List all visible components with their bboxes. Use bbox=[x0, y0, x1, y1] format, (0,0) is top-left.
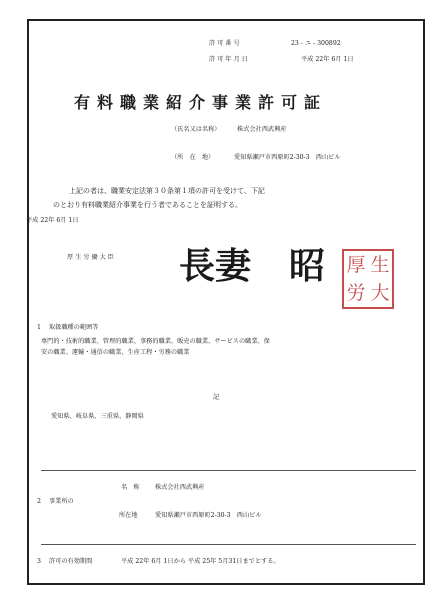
seal-char: 大 bbox=[370, 282, 390, 304]
signature-surname: 長妻 bbox=[179, 245, 252, 287]
permit-document bbox=[27, 19, 425, 585]
section-1-number: 1 bbox=[37, 324, 41, 331]
official-seal bbox=[342, 249, 394, 309]
document-title: 有料職業紹介事業許可証 bbox=[74, 93, 328, 112]
section-1-heading: 取扱職種の範囲等 bbox=[49, 324, 99, 331]
permit-date-value: 平成 22年 6月 1日 bbox=[301, 56, 354, 63]
section-3-value: 平成 22年 6月 1日から 平成 25年 5月31日までとする。 bbox=[121, 558, 280, 565]
seal-char: 生 bbox=[370, 254, 390, 276]
section-1-text-2: 安の職業、運輸・通信の職業、生産工程・労務の職業 bbox=[41, 349, 190, 356]
section-2-address-label: 所在地 bbox=[119, 512, 138, 519]
seal-char: 厚 bbox=[346, 254, 366, 276]
seal-char: 労 bbox=[346, 282, 366, 304]
permit-number-label: 許 可 番 号 bbox=[209, 40, 240, 47]
section-2-heading: 事業所の bbox=[49, 498, 74, 505]
holder-address-label: （所 在 地） bbox=[171, 154, 215, 161]
section-1-regions: 愛知県、岐阜県、三重県、静岡県 bbox=[51, 413, 144, 420]
permit-date-label: 許 可 年 月 日 bbox=[209, 56, 248, 63]
minister-label: 厚 生 労 働 大 臣 bbox=[67, 254, 114, 261]
section-3-number: 3 bbox=[37, 558, 41, 565]
holder-name-label: （氏名又は名称） bbox=[171, 126, 221, 133]
permit-number-value: 23 - ユ - 300892 bbox=[291, 40, 341, 47]
section-2-number: 2 bbox=[37, 498, 41, 505]
section-2-address-value: 愛知県瀬戸市西原町2-30-3 西山ビル bbox=[155, 512, 262, 519]
body-line-2: のとおり有料職業紹介事業を行う者であることを証明する。 bbox=[53, 201, 242, 209]
section-1-text-1: 専門的・技術的職業、管理的職業、事務的職業、販売の職業、サービスの職業、保 bbox=[41, 338, 270, 345]
section-2-name-label: 名 称 bbox=[121, 484, 140, 491]
note-heading: 記 bbox=[213, 394, 220, 401]
body-line-1: 上記の者は、職業安定法第３０条第１項の許可を受けて、下記 bbox=[69, 187, 265, 195]
divider-line bbox=[41, 470, 416, 471]
issue-date: 平成 22年 6月 1日 bbox=[26, 217, 79, 224]
section-3-heading: 許可の有効期間 bbox=[49, 558, 93, 565]
divider-line bbox=[41, 544, 416, 545]
signature-given-name: 昭 bbox=[289, 245, 326, 287]
holder-address-value: 愛知県瀬戸市西原町2-30-3 西山ビル bbox=[234, 154, 341, 161]
holder-name-value: 株式会社西武興産 bbox=[237, 126, 287, 133]
section-2-name-value: 株式会社西武興産 bbox=[155, 484, 205, 491]
